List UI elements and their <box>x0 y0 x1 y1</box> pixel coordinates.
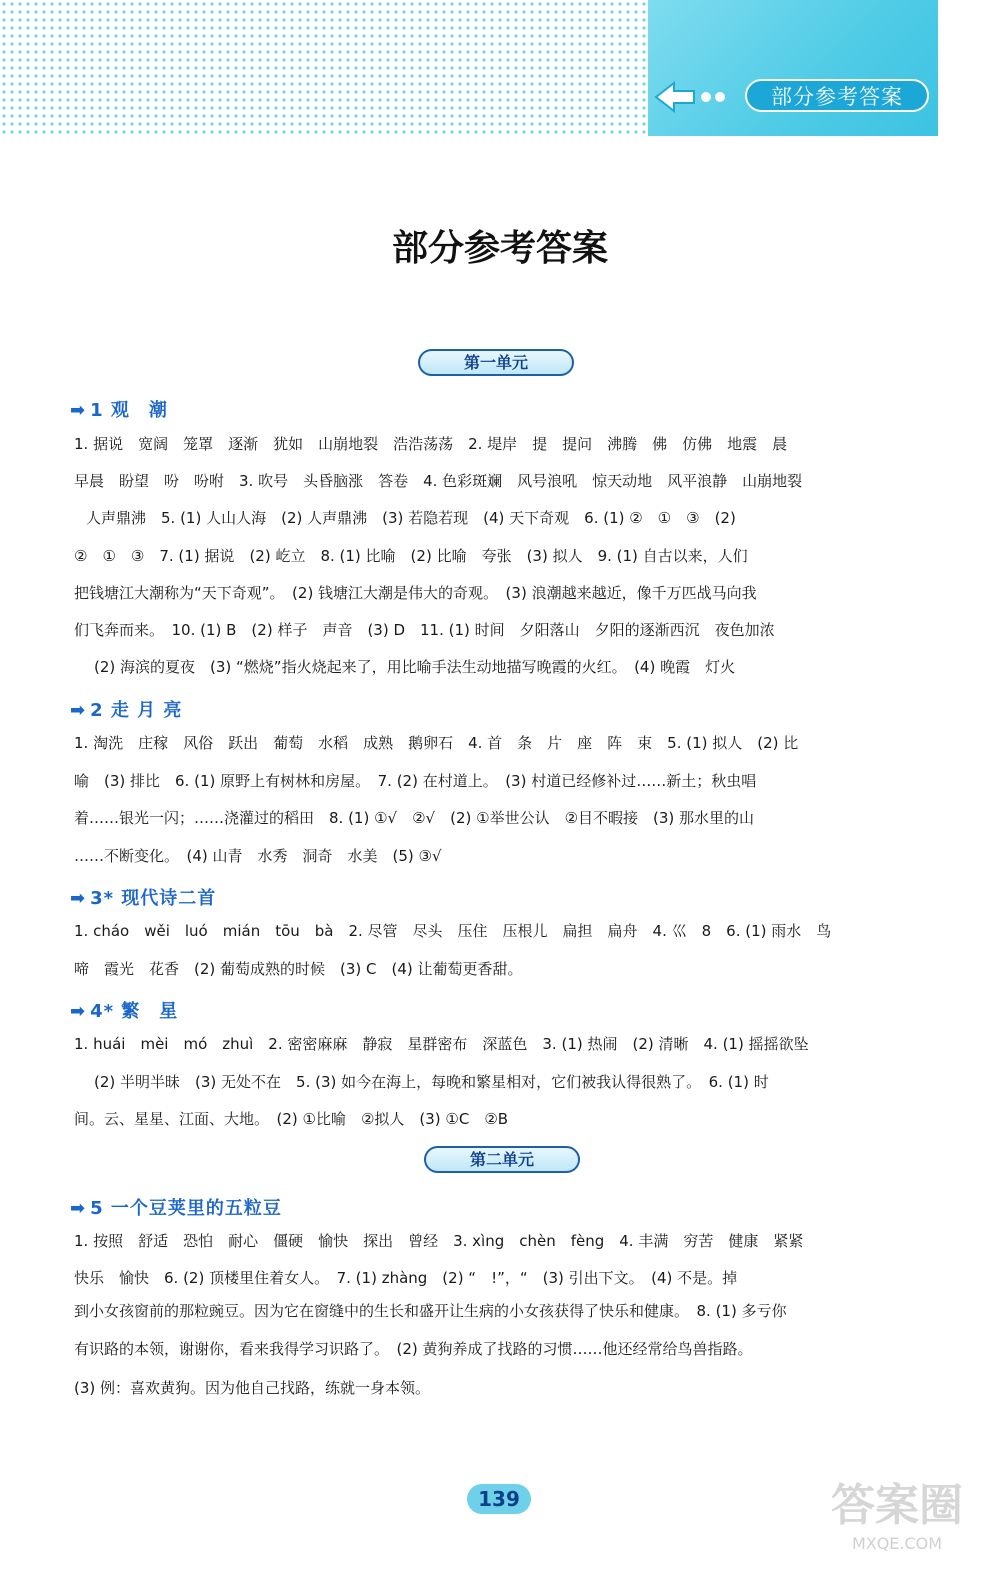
arrow-left-icon <box>654 80 734 114</box>
answer-line: 喻 (3) 排比 6. (1) 原野上有树林和房屋。 7. (2) 在村道上。 (3) 村道已经修补过……新土；秋虫唱 <box>74 772 757 790</box>
answer-line: 1. 淘洗 庄稼 风俗 跃出 葡萄 水稻 成熟 鹅卵石 4. 首 条 片 座 阵 束 5. (1) 拟人 (2) 比 <box>74 734 799 752</box>
arrow-right-icon: ➡ <box>70 400 87 421</box>
answer-line: 人声鼎沸 5. (1) 人山人海 (2) 人声鼎沸 (3) 若隐若现 (4) 天下奇观 6. (1) ② ① ③ (2) <box>86 509 736 527</box>
answer-line: 1. cháo wěi luó mián tōu bà 2. 尽管 尽头 压住 压根儿 扁担 扁舟 4. 巛 8 6. (1) 雨水 鸟 <box>74 922 832 940</box>
answer-line: 早晨 盼望 吩 吩咐 3. 吹号 头昏脑涨 答卷 4. 色彩斑斓 风号浪吼 惊天动地 风平浪静 山崩地裂 <box>74 472 803 490</box>
page-number: 139 <box>467 1484 531 1514</box>
answer-line: 快乐 愉快 6. (2) 顶楼里住着女人。 7. (1) zhàng (2) “ !”，“ (3) 引出下文。 (4) 不是。掉 <box>74 1269 738 1287</box>
answer-line: (3) 例：喜欢黄狗。因为他自己找路，练就一身本领。 <box>74 1379 431 1397</box>
header-band <box>648 0 938 136</box>
arrow-right-icon: ➡ <box>70 1001 87 1022</box>
watermark-logo: 答案圈 MXQE.COM <box>831 1480 963 1553</box>
answer-line: 1. 据说 宽阔 笼罩 逐渐 犹如 山崩地裂 浩浩荡荡 2. 堤岸 提 提问 沸腾 佛 仿佛 地震 晨 <box>74 435 788 453</box>
answer-line: 1. huái mèi mó zhuì 2. 密密麻麻 静寂 星群密布 深蓝色 3. (1) 热闹 (2) 清晰 4. (1) 摇摇欲坠 <box>74 1035 809 1053</box>
lesson-heading-5: ➡ 5 一个豆荚里的五粒豆 <box>70 1198 282 1219</box>
dot-pattern <box>0 0 648 136</box>
answer-line: (2) 海滨的夏夜 (3) “燃烧”指火烧起来了，用比喻手法生动地描写晚霞的火红。 (4) 晚霞 灯火 <box>94 658 736 676</box>
lesson-heading-4: ➡ 4* 繁 星 <box>70 1001 179 1022</box>
answer-line: 间。云、星星、江面、大地。 (2) ①比喻 ②拟人 (3) ①C ②B <box>74 1110 509 1128</box>
answer-line: 到小女孩窗前的那粒豌豆。因为它在窗缝中的生长和盛开让生病的小女孩获得了快乐和健康。 8. (1) 多亏你 <box>74 1302 787 1320</box>
answer-line: ② ① ③ 7. (1) 据说 (2) 屹立 8. (1) 比喻 (2) 比喻 夸张 (3) 拟人 9. (1) 自古以来，人们 <box>74 547 748 565</box>
answer-line: 把钱塘江大潮称为“天下奇观”。 (2) 钱塘江大潮是伟大的奇观。 (3) 浪潮越来越近，像千万匹战马向我 <box>74 584 757 602</box>
answer-line: 们飞奔而来。 10. (1) B (2) 样子 声音 (3) D 11. (1) 时间 夕阳落山 夕阳的逐渐西沉 夜色加浓 <box>74 621 775 639</box>
lesson-heading-1: ➡ 1 观 潮 <box>70 400 168 421</box>
answer-line: 有识路的本领，谢谢你，看来我得学习识路了。 (2) 黄狗养成了找路的习惯……他还经常给鸟兽指路。 <box>74 1340 753 1358</box>
arrow-right-icon: ➡ <box>70 888 87 909</box>
lesson-heading-3: ➡ 3* 现代诗二首 <box>70 888 217 909</box>
answer-line: ……不断变化。 (4) 山青 水秀 洞奇 水美 (5) ③√ <box>74 847 442 865</box>
page-title: 部分参考答案 <box>391 227 608 269</box>
arrow-right-icon: ➡ <box>70 1198 87 1219</box>
answer-line: 啼 霞光 花香 (2) 葡萄成熟的时候 (3) C (4) 让葡萄更香甜。 <box>74 960 523 978</box>
answer-line: 着……银光一闪；……浇灌过的稻田 8. (1) ①√ ②√ (2) ①举世公认 ②目不暇接 (3) 那水里的山 <box>74 809 755 827</box>
unit-heading-1: 第一单元 <box>418 349 574 376</box>
lesson-heading-2: ➡ 2 走 月 亮 <box>70 700 183 721</box>
answer-line: (2) 半明半昧 (3) 无处不在 5. (3) 如今在海上，每晚和繁星相对，它们被我认得很熟了。 6. (1) 时 <box>94 1073 769 1091</box>
arrow-right-icon: ➡ <box>70 700 87 721</box>
answer-line: 1. 按照 舒适 恐怕 耐心 僵硬 愉快 探出 曾经 3. xìng chèn fèng 4. 丰满 穷苦 健康 紧紧 <box>74 1232 804 1250</box>
section-tag: 部分参考答案 <box>745 79 929 112</box>
unit-heading-2: 第二单元 <box>424 1146 580 1173</box>
